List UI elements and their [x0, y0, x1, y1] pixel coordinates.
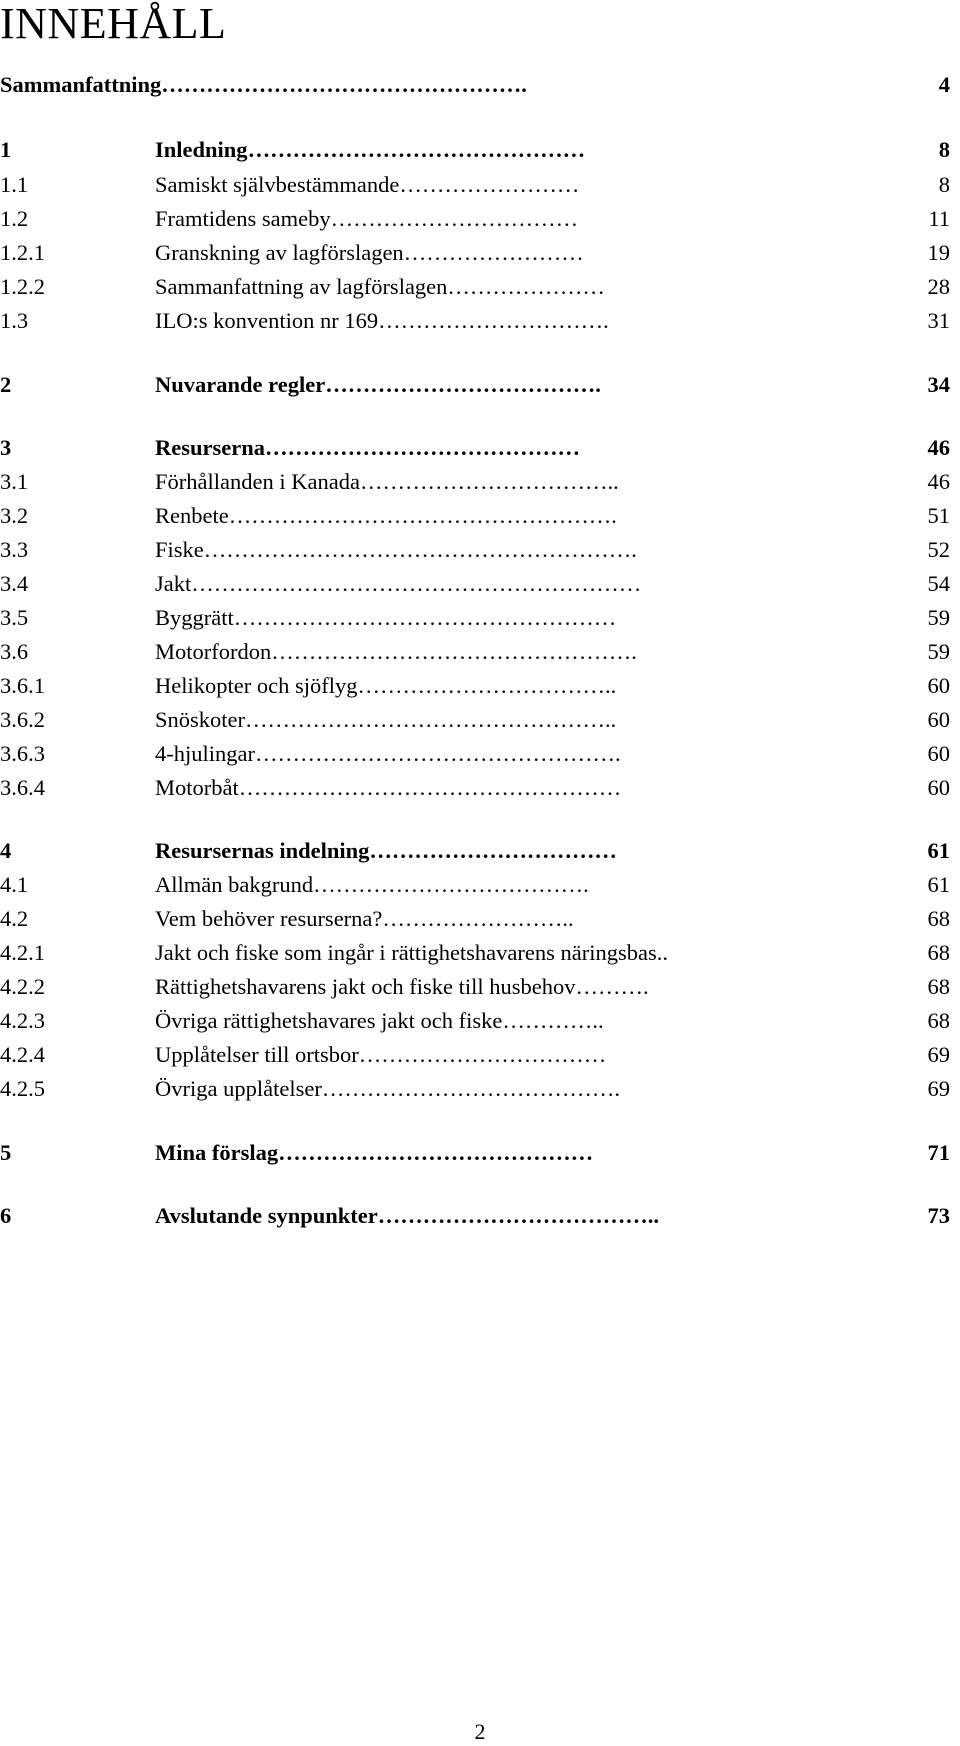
toc-entry-page: 28 — [927, 274, 950, 299]
toc-entry-label-group — [155, 1136, 593, 1170]
toc-entry-page: 4 — [938, 72, 950, 97]
toc-entry — [0, 1004, 950, 1038]
toc-entry-number: 4.2.5 — [0, 1076, 45, 1101]
toc-entry-label: Samiskt självbestämmande — [155, 172, 400, 197]
toc-entry-label-group — [155, 465, 619, 499]
toc-entry-number: 4.2.2 — [0, 974, 45, 999]
toc-entry-page: 60 — [927, 707, 950, 732]
toc-entry-label-group — [155, 737, 621, 771]
toc-entry-page: 60 — [927, 741, 950, 766]
toc-entry-label-group — [0, 68, 527, 102]
toc-entry — [0, 68, 950, 102]
toc-entry-leader: ………………… — [447, 274, 605, 299]
toc-entry-label-group — [155, 1038, 606, 1072]
toc-entry-label: Mina förslag — [155, 1140, 279, 1165]
toc-entry-label: Motorfordon — [155, 639, 272, 664]
toc-entry — [0, 168, 950, 202]
toc-entry-label-group — [155, 669, 616, 703]
toc-entry-number: 2 — [0, 372, 12, 397]
toc-entry-number: 1 — [0, 137, 12, 162]
toc-entry-label: Inledning — [155, 137, 248, 162]
toc-entry-label: Renbete — [155, 503, 229, 528]
toc-entry-label-group — [155, 368, 601, 402]
toc-entry-label: ILO:s konvention nr 169 — [155, 308, 379, 333]
toc-entry-label-group — [155, 868, 589, 902]
toc-entry-label-group — [155, 970, 649, 1004]
toc-entry — [0, 936, 950, 970]
page-title: INNEHÅLL — [0, 0, 227, 48]
toc-entry-label: Vem behöver resurserna? — [155, 906, 383, 931]
toc-entry-label-group — [155, 771, 621, 805]
toc-entry-leader: ………………………………. — [313, 872, 589, 897]
toc-entry-page: 51 — [927, 503, 950, 528]
toc-entry-leader: ………. — [575, 974, 649, 999]
toc-entry-leader: …………………………………………… — [238, 775, 622, 800]
toc-entry-label: Snöskoter — [155, 707, 245, 732]
toc-entry-label: 4-hjulingar — [155, 741, 255, 766]
toc-entry-number: 3.6.1 — [0, 673, 45, 698]
toc-entry-leader: ………………………………………….. — [245, 707, 617, 732]
toc-entry-leader: ……………………………………………. — [228, 503, 617, 528]
toc-entry-page: 61 — [927, 838, 950, 863]
toc-entry — [0, 1038, 950, 1072]
toc-entry-page: 68 — [927, 974, 950, 999]
toc-entry — [0, 202, 950, 236]
toc-entry-number: 4.1 — [0, 872, 29, 897]
toc-entry-label: Förhållanden i Kanada — [155, 469, 360, 494]
toc-entry-label-group — [155, 499, 617, 533]
toc-entry-page: 46 — [927, 469, 950, 494]
toc-entry-number: 6 — [0, 1203, 12, 1228]
toc-entry-page: 11 — [928, 206, 950, 231]
toc-entry — [0, 499, 950, 533]
toc-entry-leader: …………………………………. — [321, 1076, 620, 1101]
toc-entry-label-group — [155, 1072, 620, 1106]
toc-entry-label: Avslutande synpunkter — [155, 1203, 378, 1228]
page-number: 2 — [474, 1719, 486, 1744]
toc-entry-number: 3.4 — [0, 571, 29, 596]
toc-entry-page: 52 — [927, 537, 950, 562]
toc-entry-number: 4.2.3 — [0, 1008, 45, 1033]
toc-entry-label: Rättighetshavarens jakt och fiske till husbehov — [155, 974, 576, 999]
toc-entry-number: 3.6 — [0, 639, 29, 664]
toc-entry — [0, 236, 950, 270]
toc-entry-label: Resurserna — [155, 435, 265, 460]
toc-entry — [0, 902, 950, 936]
toc-entry — [0, 1072, 950, 1106]
toc-entry-page: 60 — [927, 673, 950, 698]
toc-entry-label-group — [155, 936, 668, 970]
toc-entry-label: Jakt och fiske som ingår i rättighetshavarens näringsbas.. — [155, 940, 668, 965]
toc-entry-leader: ………….. — [502, 1008, 604, 1033]
toc-entry-page: 59 — [927, 639, 950, 664]
toc-entry-page: 60 — [927, 775, 950, 800]
toc-entry-label-group — [155, 304, 609, 338]
toc-entry — [0, 601, 950, 635]
toc-entry-leader: …………………………… — [330, 206, 579, 231]
toc-entry-label: Jakt — [155, 571, 192, 596]
toc-entry-number: 3.6.3 — [0, 741, 45, 766]
toc-entry-label: Övriga rättighetshavares jakt och fiske — [155, 1008, 503, 1033]
toc-entry-page: 68 — [927, 906, 950, 931]
toc-entry-label: Nuvarande regler — [155, 372, 326, 397]
toc-entry-number: 1.2.1 — [0, 240, 45, 265]
toc-entry-page: 31 — [927, 308, 950, 333]
toc-entry-leader: …………………………………… — [264, 435, 580, 460]
toc-entry-page: 71 — [927, 1140, 950, 1165]
toc-entry-page: 8 — [938, 172, 950, 197]
toc-entry-leader: …………………… — [403, 240, 584, 265]
toc-entry-number: 1.1 — [0, 172, 29, 197]
toc-entry — [0, 1136, 950, 1170]
toc-entry-label-group — [155, 270, 605, 304]
toc-entry — [0, 771, 950, 805]
toc-entry-label-group — [155, 902, 574, 936]
toc-entry-page: 68 — [927, 1008, 950, 1033]
toc-entry-label-group — [155, 635, 637, 669]
toc-entry-number: 3.2 — [0, 503, 29, 528]
toc-entry-leader: …………………………………………… — [233, 605, 617, 630]
toc-entry-number: 5 — [0, 1140, 12, 1165]
toc-entry-leader: …………………………….. — [359, 469, 619, 494]
toc-entry-number: 4 — [0, 838, 12, 863]
toc-entry — [0, 868, 950, 902]
toc-entry-leader: …………………………….. — [357, 673, 617, 698]
toc-entry-page: 68 — [927, 940, 950, 965]
toc-entry-label-group — [155, 533, 637, 567]
toc-entry-number: 3.3 — [0, 537, 29, 562]
toc-entry — [0, 304, 950, 338]
toc-entry-page: 34 — [927, 372, 950, 397]
toc-entry-leader: ……………………………………… — [247, 137, 586, 162]
toc-entry-number: 1.2.2 — [0, 274, 45, 299]
toc-entry-label: Fiske — [155, 537, 204, 562]
toc-entry-label-group — [155, 1199, 659, 1233]
toc-entry — [0, 970, 950, 1004]
toc-entry-leader: …………………………………………………. — [203, 537, 637, 562]
toc-entry — [0, 133, 950, 167]
toc-entry-label: Upplåtelser till ortsbor — [155, 1042, 359, 1067]
toc-entry-page: 59 — [927, 605, 950, 630]
toc-entry-leader: …………………………………………. — [161, 72, 527, 97]
toc-entry — [0, 834, 950, 868]
toc-entry-page: 54 — [927, 571, 950, 596]
toc-entry-label: Sammanfattning — [0, 72, 162, 97]
toc-entry-label-group — [155, 601, 616, 635]
toc-entry — [0, 669, 950, 703]
toc-entry — [0, 533, 950, 567]
toc-entry-label-group — [155, 431, 580, 465]
toc-entry-leader: …………………………………………………… — [191, 571, 642, 596]
toc-entry-leader: …………………………… — [369, 838, 617, 863]
toc-entry-label: Granskning av lagförslagen — [155, 240, 404, 265]
toc-entry — [0, 635, 950, 669]
toc-entry-number: 4.2.4 — [0, 1042, 45, 1067]
toc-entry-leader: ………………………………. — [325, 372, 601, 397]
toc-entry-page: 8 — [938, 137, 950, 162]
toc-entry-number: 1.3 — [0, 308, 29, 333]
toc-entry-leader: …………………….. — [382, 906, 574, 931]
toc-entry-leader: …………………………………………. — [254, 741, 621, 766]
toc-entry-page: 61 — [927, 872, 950, 897]
toc-entry-number: 4.2.1 — [0, 940, 45, 965]
toc-entry-leader: …………………… — [399, 172, 580, 197]
toc-entry — [0, 567, 950, 601]
toc-entry-label-group — [155, 834, 617, 868]
toc-entry-page: 69 — [927, 1042, 950, 1067]
toc-entry-number: 3.6.2 — [0, 707, 45, 732]
toc-entry-leader: ……………………………….. — [377, 1203, 660, 1228]
toc-entry-label: Helikopter och sjöflyg — [155, 673, 358, 698]
toc-entry-number: 4.2 — [0, 906, 29, 931]
toc-entry-number: 3 — [0, 435, 12, 460]
toc-entry-label: Allmän bakgrund — [155, 872, 314, 897]
toc-entry-leader: …………………………. — [378, 308, 609, 333]
toc-entry — [0, 703, 950, 737]
toc-entry — [0, 465, 950, 499]
toc-entry-label: Resursernas indelning — [155, 838, 370, 863]
toc-entry-label: Byggrätt — [155, 605, 234, 630]
toc-entry-label-group — [155, 168, 579, 202]
toc-entry-page: 19 — [927, 240, 950, 265]
toc-entry-label-group — [155, 1004, 604, 1038]
toc-entry-page: 69 — [927, 1076, 950, 1101]
toc-entry-number: 3.5 — [0, 605, 29, 630]
toc-entry — [0, 1199, 950, 1233]
toc-entry — [0, 737, 950, 771]
toc-entry — [0, 270, 950, 304]
toc-entry-leader: …………………………………… — [278, 1140, 594, 1165]
toc-entry — [0, 368, 950, 402]
toc-entry-page: 73 — [927, 1203, 950, 1228]
toc-entry-label-group — [155, 236, 584, 270]
toc-entry-label: Övriga upplåtelser — [155, 1076, 322, 1101]
toc-entry-label: Motorbåt — [155, 775, 239, 800]
toc-entry-number: 3.6.4 — [0, 775, 45, 800]
toc-entry-number: 3.1 — [0, 469, 29, 494]
toc-entry-label: Sammanfattning av lagförslagen — [155, 274, 448, 299]
toc-entry-page: 46 — [927, 435, 950, 460]
toc-entry-label-group — [155, 133, 585, 167]
toc-entry-label-group — [155, 703, 616, 737]
toc-entry — [0, 431, 950, 465]
toc-entry-label: Framtidens sameby — [155, 206, 331, 231]
toc-entry-leader: …………………………………………. — [271, 639, 637, 664]
toc-entry-label-group — [155, 202, 578, 236]
toc-entry-leader: …………………………… — [358, 1042, 607, 1067]
toc-entry-label-group — [155, 567, 641, 601]
toc-entry-number: 1.2 — [0, 206, 29, 231]
